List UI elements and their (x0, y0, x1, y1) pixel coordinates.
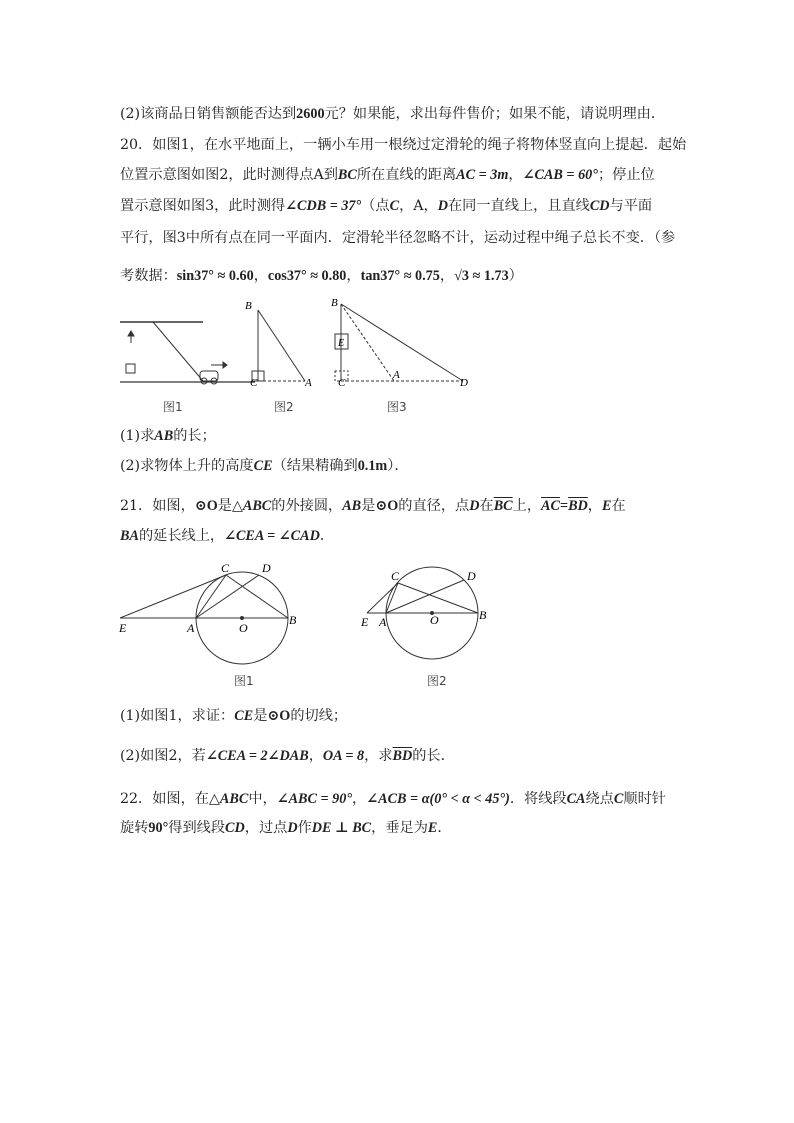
q21-line2: BA的延长线上，∠CEA = ∠CAD． (120, 528, 335, 544)
q20-reference-data: 考数据：sin37° ≈ 0.60，cos37° ≈ 0.80，tan37° ≈ 0.75，√3 ≈ 1.73） (120, 268, 523, 284)
fig1-label-c: C (221, 561, 230, 575)
fig2c-label-c: C (391, 569, 400, 583)
fig3-label-a: A (393, 369, 400, 381)
q20-caption-2: 图2 (274, 400, 294, 414)
fig3-label-d: D (460, 377, 468, 389)
fig3-label-e: E (338, 338, 345, 349)
q21-figures (112, 558, 502, 693)
q20-line4: 平行，图3中所有点在同一平面内．定滑轮半径忽略不计，运动过程中绳子总长不变．（参 (120, 230, 676, 246)
fig3-label-c: C (338, 377, 346, 389)
fig1-label-d: D (262, 561, 271, 575)
fig2c-label-e: E (361, 615, 369, 629)
fig2-label-a: A (305, 377, 312, 389)
q21-figure-1 (120, 572, 288, 664)
fig2-label-c: C (250, 377, 258, 389)
q22-line1: 22．如图，在△ABC中，∠ABC = 90°，∠ACB = α(0° < α < 45°)．将线段CA绕点C顺时针 (120, 791, 666, 807)
fig2c-label-a: A (379, 615, 387, 629)
q20-line2: 位置示意图如图2，此时测得点A到BC所在直线的距离AC = 3m，∠CAB = 60°；停止位 (120, 167, 655, 183)
q21-caption-2: 图2 (427, 674, 447, 688)
fig2-label-b: B (245, 300, 252, 312)
q20-figure-2 (252, 310, 305, 381)
fig1-label-o: O (239, 621, 248, 635)
q21-line1: 21．如图，⊙O是△ABC的外接圆，AB是⊙O的直径，点D在$\overline{BC}$上，$\overline{AC}=\overline{BD}$，E在 (120, 498, 626, 514)
q21-figure-2 (367, 567, 478, 659)
q19-part2: (2)该商品日销售额能否达到2600元？如果能，求出每件售价；如果不能，请说明理由． (120, 106, 666, 122)
fig3-label-b: B (331, 297, 338, 309)
q20-line3: 置示意图如图3，此时测得∠CDB = 37°（点C，A，D在同一直线上，且直线CD与平面 (120, 198, 653, 214)
q21-sub1: (1)如图1，求证：CE是⊙O的切线； (120, 708, 348, 724)
q20-caption-1: 图1 (163, 400, 183, 414)
q21-caption-1: 图1 (234, 674, 254, 688)
q20-caption-3: 图3 (387, 400, 407, 414)
center-o-dot-1 (240, 616, 244, 620)
q21-sub2: (2)如图2，若∠CEA = 2∠DAB，OA = 8，求$\overline{BD}$的长． (120, 748, 455, 764)
fig1-label-a: A (187, 621, 195, 635)
q20-line1: 20．如图1，在水平地面上，一辆小车用一根绕过定滑轮的绳子将物体竖直向上提起．起始 (120, 137, 687, 153)
fig2c-label-o: O (430, 613, 439, 627)
q22-line2: 旋转90°得到线段CD，过点D作DE ⊥ BC，垂足为E． (120, 820, 452, 836)
q20-figures (115, 295, 480, 420)
fig1-label-e: E (119, 621, 127, 635)
q20-sub1: (1)求AB的长； (120, 428, 216, 444)
fig1-label-b: B (289, 613, 297, 627)
fig2c-label-b: B (479, 608, 487, 622)
q20-sub2: (2)求物体上升的高度CE（结果精确到0.1m）． (120, 458, 409, 474)
fig2c-label-d: D (467, 569, 476, 583)
q20-figure-1 (120, 322, 255, 384)
